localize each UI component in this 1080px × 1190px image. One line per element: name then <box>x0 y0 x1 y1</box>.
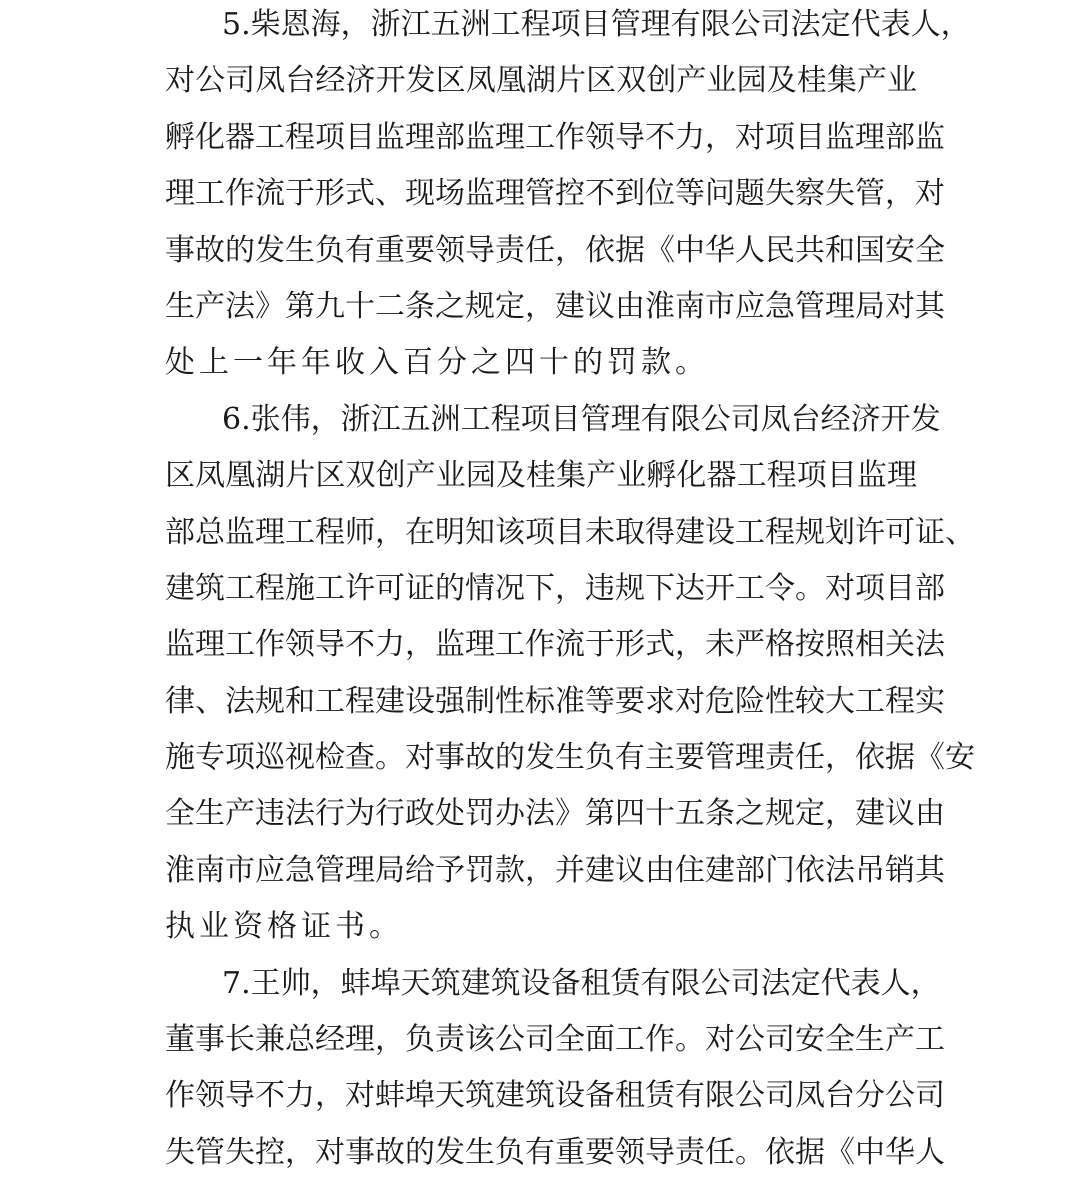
text-line: 7.王帅，蚌埠天筑建筑设备租赁有限公司法定代表人， <box>222 965 941 1001</box>
text-line: 区凤凰湖片区双创产业园及桂集产业孵化器工程项目监理 <box>165 458 917 494</box>
text-line: 作领导不力，对蚌埠天筑建筑设备租赁有限公司凤台分公司 <box>165 1078 945 1114</box>
text-line: 建筑工程施工许可证的情况下，违规下达开工令。对项目部 <box>165 570 945 606</box>
paragraph-item-6 <box>165 395 975 959</box>
document-body <box>165 0 975 1184</box>
text-line: 对公司凤台经济开发区凤凰湖片区双创产业园及桂集产业 <box>165 63 917 99</box>
text-line: 事故的发生负有重要领导责任，依据《中华人民共和国安全 <box>165 232 945 268</box>
text-line: 5.柴恩海，浙江五洲工程项目管理有限公司法定代表人， <box>222 7 971 42</box>
text-line: 理工作流于形式、现场监理管控不到位等问题失察失管，对 <box>165 176 945 212</box>
text-line: 施专项巡视检查。对事故的发生负有主要管理责任，依据《安 <box>165 740 975 776</box>
text-line: 执业资格证书。 <box>165 909 403 945</box>
text-line: 律、法规和工程建设强制性标准等要求对危险性较大工程实 <box>165 683 945 719</box>
text-line: 处上一年年收入百分之四十的罚款。 <box>165 345 709 381</box>
text-line: 6.张伟，浙江五洲工程项目管理有限公司凤台经济开发 <box>222 401 941 437</box>
text-line: 失管失控，对事故的发生负有重要领导责任。依据《中华人 <box>165 1134 945 1170</box>
text-line: 全生产违法行为行政处罚办法》第四十五条之规定，建议由 <box>165 796 945 832</box>
paragraph-item-5 <box>165 0 971 395</box>
paragraph-item-7 <box>165 959 945 1185</box>
text-line: 部总监理工程师，在明知该项目未取得建设工程规划许可证、 <box>165 514 975 550</box>
text-line: 监理工作领导不力，监理工作流于形式，未严格按照相关法 <box>165 627 945 663</box>
text-line: 董事长兼总经理，负责该公司全面工作。对公司安全生产工 <box>165 1022 945 1058</box>
text-line: 孵化器工程项目监理部监理工作领导不力，对项目监理部监 <box>165 119 945 155</box>
text-line: 淮南市应急管理局给予罚款，并建议由住建部门依法吊销其 <box>165 852 945 888</box>
text-line: 生产法》第九十二条之规定，建议由淮南市应急管理局对其 <box>165 288 945 324</box>
